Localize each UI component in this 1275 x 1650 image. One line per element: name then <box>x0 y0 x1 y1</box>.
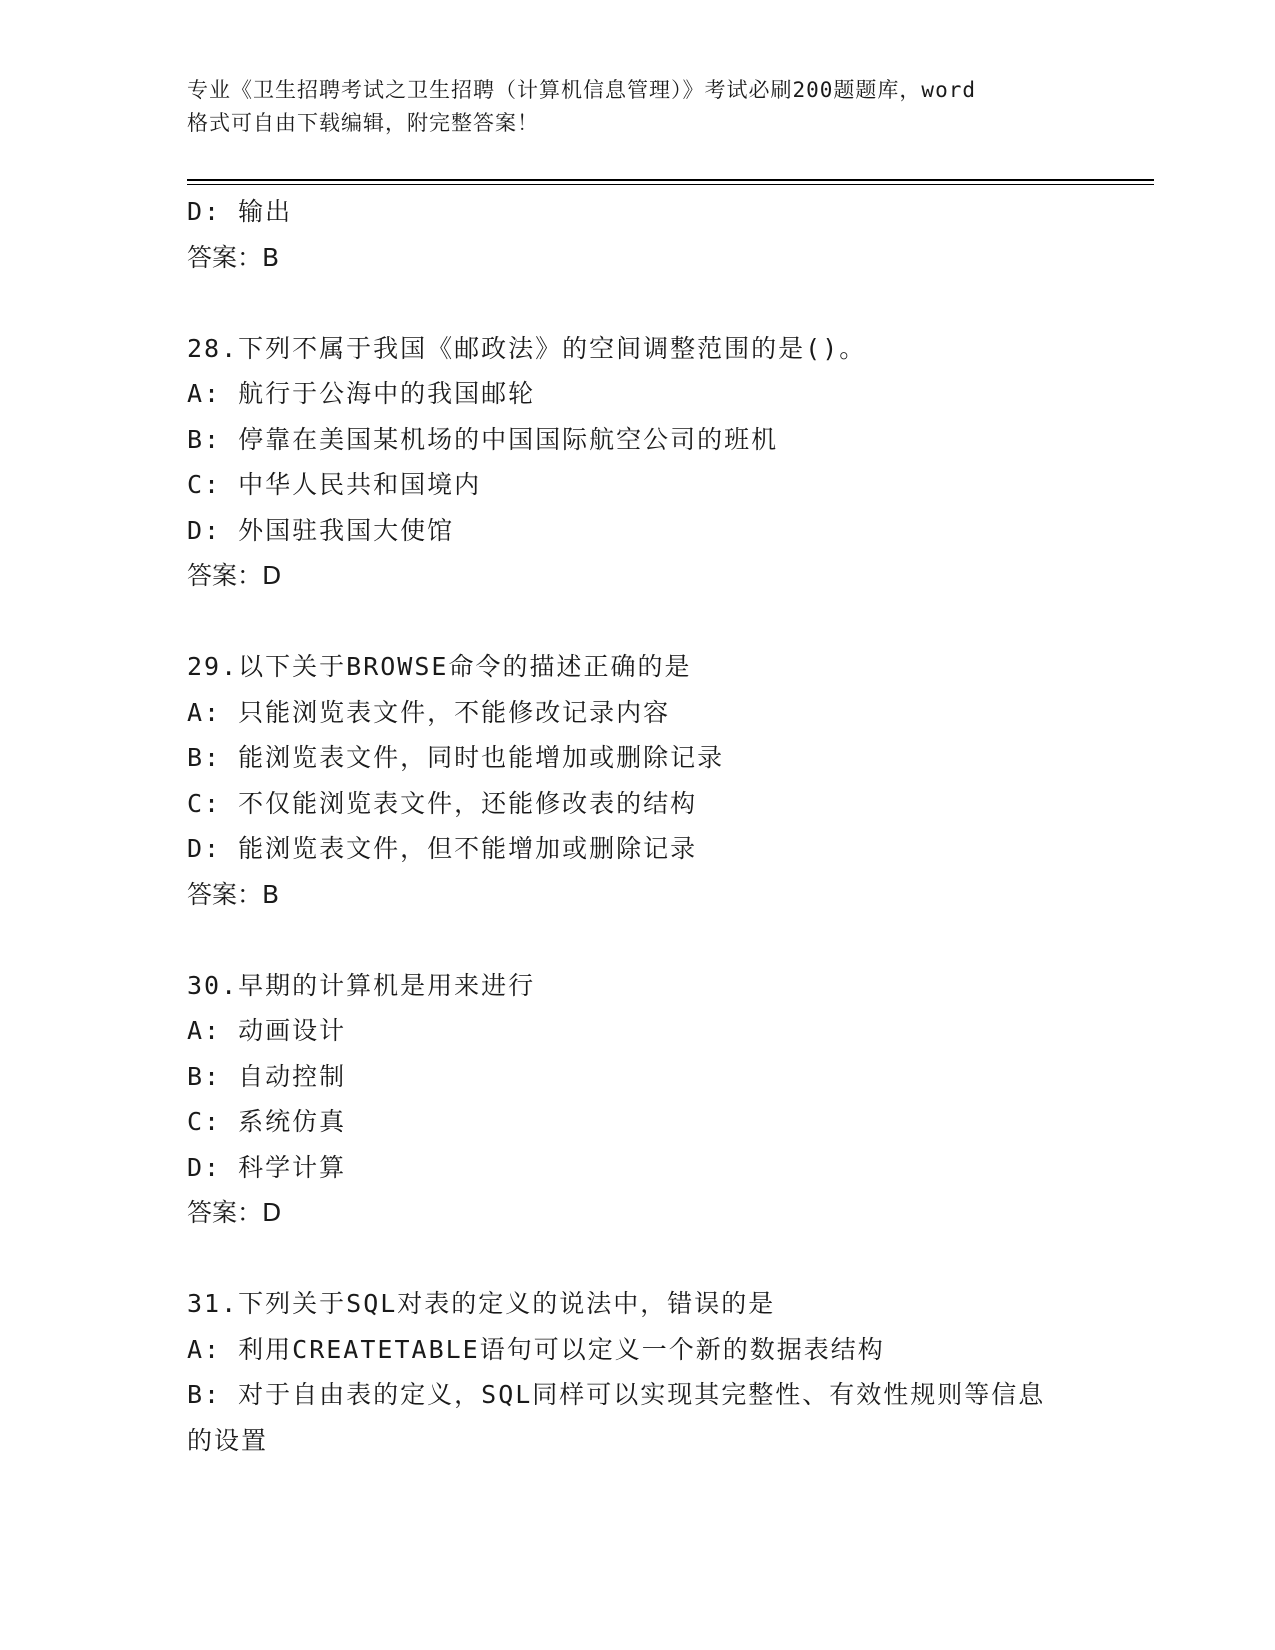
spacer <box>187 917 1087 963</box>
option-a: A: 利用CREATETABLE语句可以定义一个新的数据表结构 <box>187 1334 885 1364</box>
option-b: B: 能浏览表文件，同时也能增加或删除记录 <box>187 743 725 772</box>
question-block <box>187 644 1087 917</box>
option-a: A: 航行于公海中的我国邮轮 <box>187 379 536 408</box>
answer-text: 答案：D <box>187 1198 282 1227</box>
prev-option-d: D: 输出 <box>187 197 293 226</box>
question-text: 28.下列不属于我国《邮政法》的空间调整范围的是()。 <box>187 333 867 363</box>
header-divider-thin <box>187 184 1154 185</box>
header-divider-thick <box>187 179 1154 181</box>
option-b: B: 停靠在美国某机场的中国国际航空公司的班机 <box>187 424 779 454</box>
option-a: A: 只能浏览表文件，不能修改记录内容 <box>187 697 671 727</box>
header-line-2: 格式可自由下载编辑，附完整答案！ <box>187 111 539 135</box>
option-d: D: 外国驻我国大使馆 <box>187 515 455 545</box>
question-block <box>187 963 1087 1236</box>
question-text: 30.早期的计算机是用来进行 <box>187 970 536 1000</box>
spacer <box>187 599 1087 645</box>
answer-text: 答案：D <box>187 561 282 590</box>
question-block <box>187 1281 1087 1463</box>
option-d: D: 科学计算 <box>187 1152 347 1182</box>
option-a: A: 动画设计 <box>187 1016 347 1045</box>
option-c: C: 系统仿真 <box>187 1107 347 1136</box>
header-line-1: 专业《卫生招聘考试之卫生招聘（计算机信息管理）》考试必刷200题题库，word <box>187 78 976 102</box>
spacer <box>187 280 1087 326</box>
question-block <box>187 326 1087 599</box>
option-d: D: 能浏览表文件，但不能增加或删除记录 <box>187 834 698 863</box>
option-b: B: 对于自由表的定义，SQL同样可以实现其完整性、有效性规则等信息的设置 <box>187 1380 1046 1455</box>
question-text: 29.以下关于BROWSE命令的描述正确的是 <box>187 652 692 681</box>
option-c: C: 中华人民共和国境内 <box>187 470 482 499</box>
option-c: C: 不仅能浏览表文件，还能修改表的结构 <box>187 788 698 818</box>
document-body <box>187 189 1087 1463</box>
question-text: 31.下列关于SQL对表的定义的说法中，错误的是 <box>187 1289 776 1318</box>
answer-text: 答案：B <box>187 879 280 909</box>
spacer <box>187 1236 1087 1282</box>
prev-answer: 答案：B <box>187 242 280 272</box>
document-header <box>187 74 1087 140</box>
option-b: B: 自动控制 <box>187 1061 347 1091</box>
